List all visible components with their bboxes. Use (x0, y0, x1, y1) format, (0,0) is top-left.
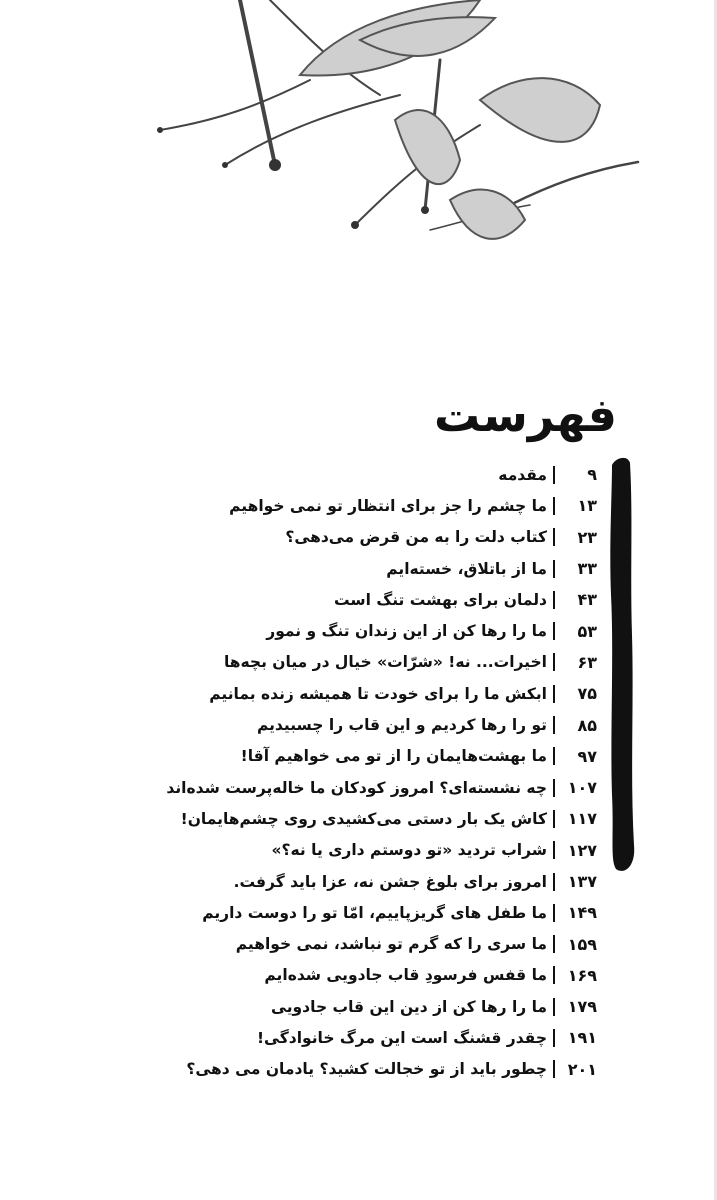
toc-page-number: ۱۹۱ (567, 1028, 597, 1048)
toc-entry[interactable] (77, 709, 597, 740)
toc-entry-title: ما چشم را جز برای انتظار تو نمی خواهیم (229, 496, 547, 515)
toc-entry[interactable] (77, 678, 597, 709)
toc-entry-title: کاش یک بار دستی می‌کشیدی روی چشم‌هایمان! (180, 809, 547, 828)
toc-page-number: ۴۳ (577, 590, 597, 610)
toc-entry-title: مقدمه (498, 465, 547, 484)
toc-page-number: ۹۷ (577, 746, 597, 766)
toc-page-number: ۱۰۷ (567, 778, 597, 798)
toc-page-number: ۸۵ (577, 715, 597, 735)
toc-entry[interactable] (77, 835, 597, 866)
toc-page-number: ۵۳ (577, 621, 597, 641)
toc-separator (553, 716, 555, 734)
toc-entry[interactable] (77, 897, 597, 928)
toc-entry[interactable] (77, 1054, 597, 1085)
toc-entry[interactable] (77, 584, 597, 615)
toc-entry[interactable] (77, 459, 597, 490)
toc-entry-title: تو را رها کردیم و این قاب را چسبیدیم (256, 716, 547, 735)
toc-separator (553, 591, 555, 609)
toc-entry-title: ما سری را که گرم تو نباشد، نمی خواهیم (235, 935, 547, 954)
toc-entry[interactable] (77, 553, 597, 584)
toc-page-number: ۱۳۷ (567, 872, 597, 891)
leaf-illustration (150, 0, 650, 270)
toc-entry-title: ما را رها کن از این زندان تنگ و نمور (266, 622, 547, 641)
toc-entry-title: چقدر قشنگ است این مرگ خانوادگی! (256, 1028, 547, 1047)
toc-separator (553, 873, 555, 891)
toc-separator (553, 998, 555, 1016)
toc-entry-title: ما قفس فرسودِ قاب جادویی شده‌ایم (264, 966, 547, 985)
toc-separator (553, 779, 555, 797)
toc-separator (553, 466, 555, 484)
toc-entry[interactable] (77, 960, 597, 991)
toc-entry[interactable] (77, 866, 597, 897)
toc-entry[interactable] (77, 615, 597, 646)
toc-page-number: ۹ (587, 465, 597, 485)
toc-entry[interactable] (77, 490, 597, 521)
toc-page-number: ۱۳ (577, 496, 597, 516)
toc-separator (553, 685, 555, 703)
toc-page-number: ۲۰۱ (567, 1059, 597, 1079)
toc-page-number: ۳۳ (577, 559, 597, 579)
toc-page-number: ۱۶۹ (567, 965, 597, 985)
toc-entry-title: چطور باید از تو خجالت کشید؟ یادمان می دهی؟ (186, 1060, 547, 1079)
toc-separator (553, 747, 555, 765)
toc-page-number: ۲۳ (577, 527, 597, 547)
brush-stroke-bar (606, 455, 636, 875)
toc-entry[interactable] (77, 928, 597, 959)
toc-entry[interactable] (77, 522, 597, 553)
toc-entry-title: ما را رها کن از دین این قاب جادویی (271, 997, 547, 1016)
toc-separator (553, 622, 555, 640)
toc-separator (553, 904, 555, 922)
toc-separator (553, 528, 555, 546)
toc-page-number: ۶۳ (577, 652, 597, 672)
toc-separator (553, 560, 555, 578)
toc-separator (553, 810, 555, 828)
toc-entry[interactable] (77, 1022, 597, 1053)
toc-page-number: ۱۷۹ (567, 997, 597, 1017)
toc-entry-title: ما طفل های گریزپاییم، امّا تو را دوست داریم (202, 903, 547, 922)
toc-separator (553, 966, 555, 984)
table-of-contents (77, 459, 597, 1085)
toc-page-number: ۷۵ (577, 684, 597, 704)
toc-entry-title: دلمان برای بهشت تنگ است (334, 590, 547, 609)
toc-entry[interactable] (77, 741, 597, 772)
toc-entry-title: شراب تردید «تو دوستم داری یا نه؟» (271, 841, 547, 860)
toc-entry[interactable] (77, 772, 597, 803)
toc-page-number: ۱۲۷ (567, 840, 597, 860)
page-title: فهرست (433, 388, 617, 442)
toc-entry-title: اخیرات... نه! «شرّات» خیال در میان بچه‌ها (223, 653, 547, 672)
toc-entry[interactable] (77, 991, 597, 1022)
toc-entry[interactable] (77, 647, 597, 678)
toc-separator (553, 653, 555, 671)
toc-entry-title: ابکش ما را برای خودت تا همیشه زنده بمانیم (209, 684, 547, 703)
toc-separator (553, 935, 555, 953)
toc-entry[interactable] (77, 803, 597, 834)
toc-entry-title: ما از باتلاق، خسته‌ایم (386, 559, 547, 578)
toc-entry-title: چه نشسته‌ای؟ امروز کودکان ما خاله‌پرست شده‌اند (166, 778, 547, 797)
toc-separator (553, 1060, 555, 1078)
toc-page-number: ۱۵۹ (567, 934, 597, 954)
toc-separator (553, 1029, 555, 1047)
toc-page-number: ۱۱۷ (567, 809, 597, 829)
toc-entry-title: کتاب دلت را به من قرض می‌دهی؟ (285, 528, 547, 547)
toc-entry-title: ما بهشت‌هایمان را از تو می خواهیم آقا! (240, 747, 547, 766)
toc-separator (553, 841, 555, 859)
toc-page-number: ۱۴۹ (567, 903, 597, 923)
toc-separator (553, 497, 555, 515)
toc-entry-title: امروز برای بلوغ جشن نه، عزا باید گرفت. (233, 872, 547, 891)
